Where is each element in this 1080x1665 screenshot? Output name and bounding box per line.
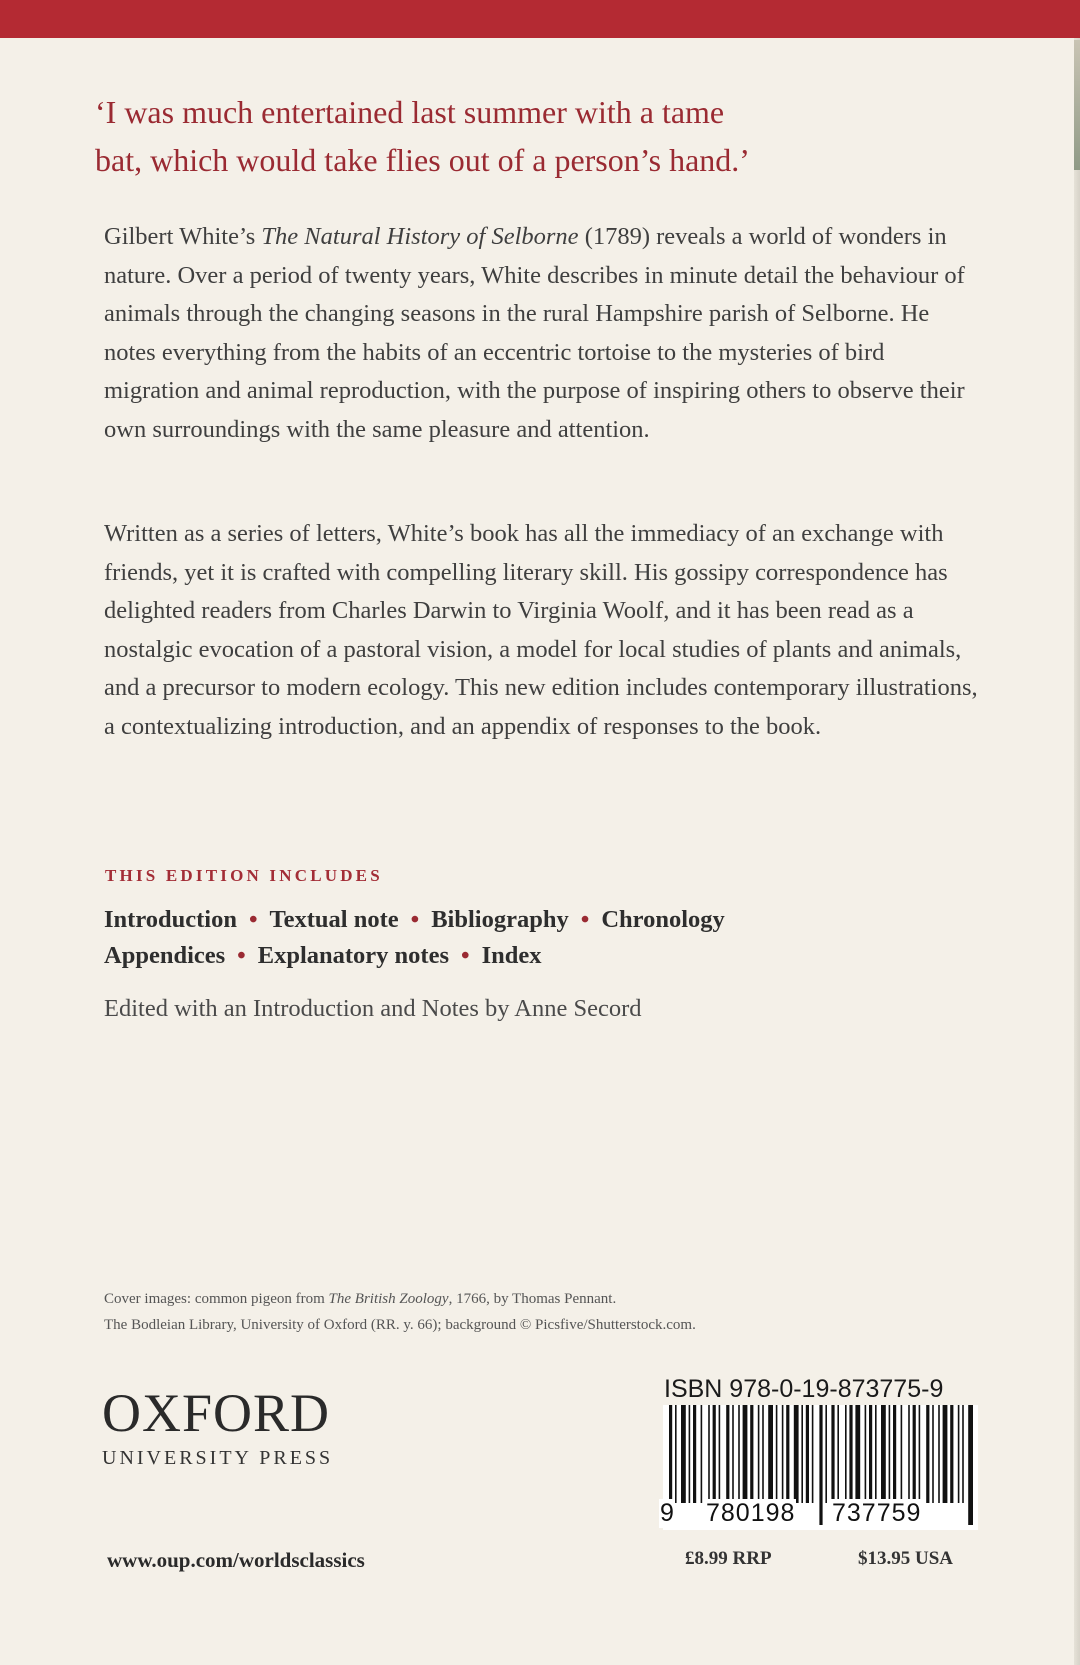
barcode-lead-digit: 9 <box>660 1499 674 1527</box>
barcode-bar <box>776 1405 778 1503</box>
publisher-url[interactable]: www.oup.com/worldsclassics <box>107 1548 365 1572</box>
cover-edge <box>1074 38 1080 1665</box>
quote-line-1: ‘I was much entertained last summer with a tame <box>95 94 725 130</box>
publisher-name: OXFORD <box>102 1383 331 1443</box>
barcode-bar <box>768 1405 773 1503</box>
price-uk: £8.99 RRP <box>685 1548 772 1569</box>
barcode-bar <box>932 1405 934 1503</box>
barcode-bar <box>901 1405 903 1503</box>
barcode-bar <box>693 1405 696 1503</box>
feature-index: Index <box>481 942 542 969</box>
cover-credits <box>104 1286 924 1338</box>
isbn-label: ISBN 978-0-19-873775-9 <box>664 1375 944 1403</box>
credits-suffix: , 1766, by Thomas Pennant. <box>448 1291 617 1307</box>
book-title: The Natural History of Selborne <box>261 223 579 250</box>
barcode-bar <box>875 1405 877 1503</box>
barcode-bar <box>855 1405 860 1503</box>
barcode-bar <box>845 1405 847 1503</box>
barcode-bar <box>919 1405 921 1503</box>
barcode-bar <box>738 1405 740 1503</box>
barcode-bar <box>708 1405 710 1503</box>
credits-line-1 <box>104 1286 924 1312</box>
barcode-bar <box>681 1405 686 1503</box>
barcode-bar <box>869 1405 872 1503</box>
feature-chronology: Chronology <box>601 906 725 933</box>
barcode-bar <box>889 1405 891 1503</box>
barcode-bar <box>926 1405 929 1503</box>
credits-line-2: The Bodleian Library, University of Oxford (RR. y. 66); background © Picsfive/Shutterstock.com. <box>104 1317 696 1333</box>
barcode-bar <box>801 1405 803 1503</box>
barcode-bar <box>750 1405 753 1503</box>
feature-bibliography: Bibliography <box>431 906 569 933</box>
feature-explanatory-notes: Explanatory notes <box>257 942 450 969</box>
barcode-bar <box>958 1405 960 1503</box>
bullet: • <box>410 906 420 933</box>
p1-lead: Gilbert White’s <box>104 223 262 250</box>
publisher-subtitle: UNIVERSITY PRESS <box>102 1447 334 1469</box>
credits-title: The British Zoology <box>328 1291 449 1307</box>
barcode-bar <box>865 1405 867 1503</box>
barcode-bar <box>719 1405 721 1503</box>
barcode-bar <box>732 1405 734 1503</box>
cover-edge-image <box>1074 40 1080 170</box>
barcode-bar <box>950 1405 953 1503</box>
bullet: • <box>248 906 258 933</box>
edition-heading: THIS EDITION INCLUDES <box>105 866 383 885</box>
bullet: • <box>237 942 246 969</box>
barcode-bar <box>689 1405 691 1503</box>
barcode-bar <box>943 1405 948 1503</box>
price-us: $13.95 USA <box>858 1548 954 1569</box>
p1-body: (1789) reveals a world of wonders in nature. Over a period of twenty years, White describes in minute detail the behaviour of animals through the changing seasons in the rural Hampshire parish of Selborne. He notes everything from the habits of an eccentric tortoise to the mysteries of bird migration and animal reproduction, with the purpose of inspiring others to observe their own surroundings with the same pleasure and attention. <box>104 223 965 443</box>
publisher-logo <box>102 1385 333 1470</box>
barcode-bar <box>762 1405 764 1503</box>
feature-textual-note: Textual note <box>269 906 399 933</box>
barcode-bar <box>743 1405 748 1503</box>
feature-appendices: Appendices <box>104 942 226 969</box>
barcode-bar <box>938 1405 940 1503</box>
barcode-bar <box>849 1405 852 1503</box>
barcode-bar <box>908 1405 910 1503</box>
barcode-bar <box>825 1405 827 1503</box>
barcode-bar <box>831 1405 834 1503</box>
barcode-bar <box>812 1405 814 1503</box>
features-row-1 <box>104 906 964 934</box>
quote-line-2: bat, which would take flies out of a person’s hand.’ <box>95 142 750 178</box>
top-red-band <box>0 0 1080 38</box>
barcode-bar <box>701 1405 703 1503</box>
barcode-bar <box>675 1405 677 1503</box>
barcode-bar <box>758 1405 760 1503</box>
barcode-bar <box>713 1405 716 1503</box>
bullet: • <box>461 942 470 969</box>
barcode-bar <box>837 1405 839 1503</box>
barcode-bar <box>893 1405 896 1503</box>
barcode-bar <box>913 1405 916 1503</box>
description-paragraph-2: Written as a series of letters, White’s book has all the immediacy of an exchange with friends, yet it is crafted with compelling literary skill. His gossipy correspondence has delighted readers from Charles Darwin to Virginia Woolf, and it has been read as a nostalgic evocation of a pastoral vision, a model for local studies of plants and animals, and a precursor to modern ecology. This new edition includes contemporary illustrations, a contextualizing introduction, and an appendix of responses to the book. <box>104 520 978 740</box>
barcode-bar <box>881 1405 886 1503</box>
features-row-2 <box>104 942 964 970</box>
feature-introduction: Introduction <box>104 906 237 933</box>
editor-credit: Edited with an Introduction and Notes by Anne Secord <box>104 995 642 1022</box>
barcode-left-digits: 780198 <box>706 1499 796 1527</box>
pull-quote <box>95 88 995 184</box>
barcode-bar <box>794 1405 799 1503</box>
bullet: • <box>580 906 590 933</box>
barcode-bar <box>968 1405 973 1525</box>
barcode-bar <box>726 1405 729 1503</box>
barcode-right-digits: 737759 <box>832 1499 922 1527</box>
barcode-bar <box>819 1405 822 1525</box>
description-paragraph-1 <box>104 218 984 449</box>
barcode-bar <box>786 1405 789 1503</box>
credits-prefix: Cover images: common pigeon from <box>104 1291 329 1307</box>
barcode-bar <box>806 1405 809 1503</box>
barcode-bar <box>782 1405 784 1503</box>
barcode-bar <box>962 1405 964 1503</box>
